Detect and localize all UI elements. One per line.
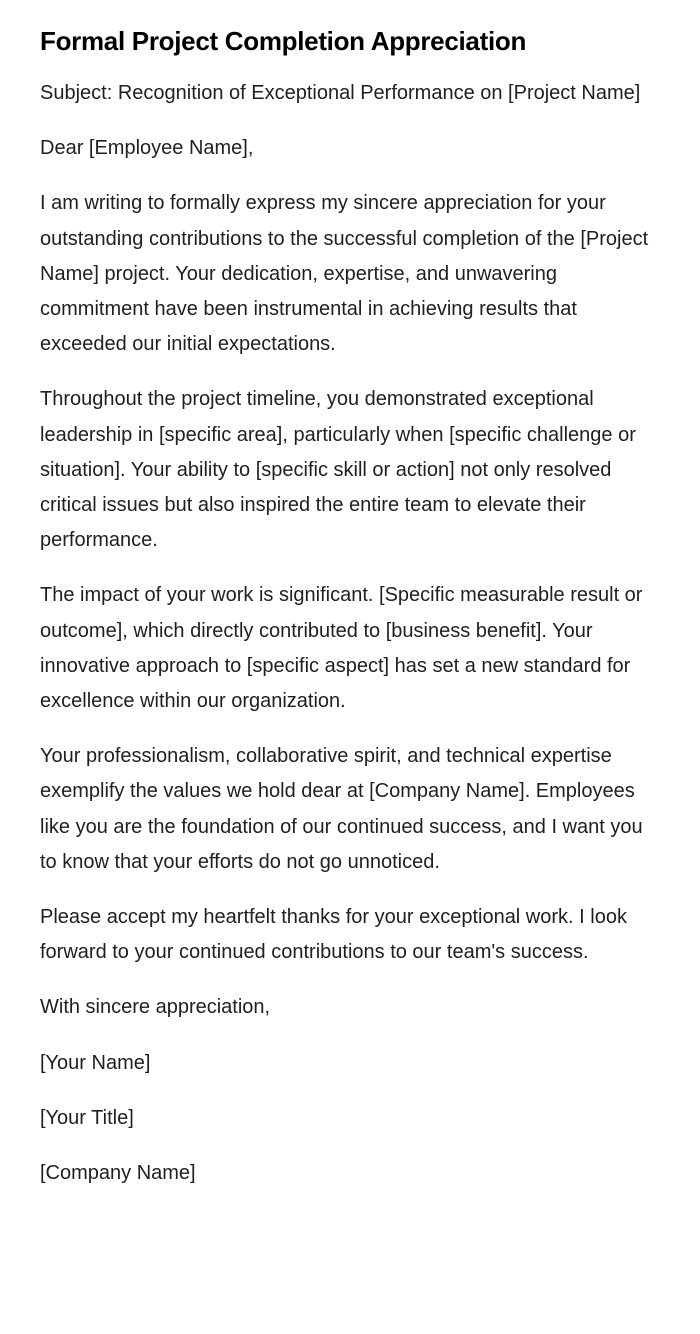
body-paragraph-1: I am writing to formally express my sincere appreciation for your outstanding contributions to the successful completion of the [Project Name] project. Your dedication, expertise, and unwavering commitment have been instrumental in achieving results that exceeded our initial expectations.	[40, 192, 649, 356]
signature-company: [Company Name]	[40, 1162, 196, 1185]
signature-name: [Your Name]	[40, 1051, 151, 1074]
body-paragraph-3: The impact of your work is significant. [Specific measurable result or outcome], which directly contributed to [business benefit]. Your innovative approach to [specific aspect] has set a new standard for excellence within our organization.	[40, 584, 643, 713]
closing: With sincere appreciation,	[40, 996, 271, 1019]
document-title: Formal Project Completion Appreciation	[40, 26, 527, 56]
signature-title: [Your Title]	[40, 1106, 134, 1129]
subject-line: Subject: Recognition of Exceptional Performance on [Project Name]	[40, 82, 641, 104]
body-paragraph-4: Your professionalism, collaborative spirit, and technical expertise exemplify the values we hold dear at [Company Name]. Employees like you are the foundation of our continued success, and I want you to know that your efforts do not go unnoticed.	[40, 745, 643, 873]
body-paragraph-5: Please accept my heartfelt thanks for your exceptional work. I look forward to your continued contributions to our team's success.	[40, 906, 627, 964]
salutation: Dear [Employee Name],	[40, 137, 254, 160]
body-paragraph-2: Throughout the project timeline, you demonstrated exceptional leadership in [specific area], particularly when [specific challenge or situation]. Your ability to [specific skill or action] not only resolved critical issues but also inspired the entire team to elevate their performance.	[40, 388, 636, 552]
